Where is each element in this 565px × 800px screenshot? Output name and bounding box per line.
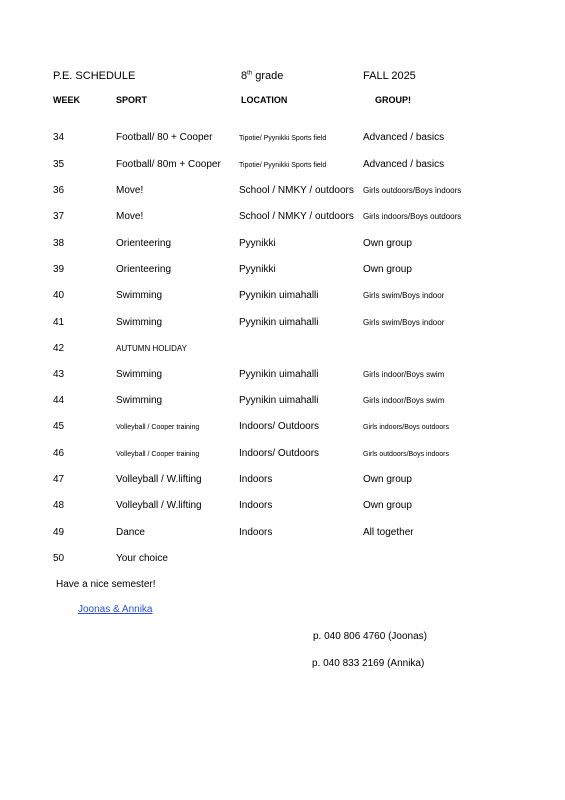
row-location: Indoors: [239, 474, 273, 485]
grade-ordinal: th: [247, 70, 253, 77]
grade-text: grade: [252, 70, 284, 82]
row-location: School / NMKY / outdoors: [239, 211, 354, 222]
row-sport: Swimming: [116, 395, 163, 406]
row-group: Own group: [363, 238, 412, 249]
row-group: Girls outdoors/Boys indoors: [363, 186, 462, 195]
column-header-group: GROUP!: [375, 95, 411, 105]
row-location: Pyynikin uimahalli: [239, 395, 319, 406]
row-location: Indoors: [239, 527, 273, 538]
row-week: 35: [53, 159, 65, 170]
row-group: Advanced / basics: [363, 132, 445, 143]
row-location: Tipotie/ Pyynikki Sports field: [239, 135, 327, 142]
row-group: All together: [363, 527, 414, 538]
closing-message: Have a nice semester!: [56, 579, 156, 590]
row-week: 49: [53, 527, 65, 538]
row-week: 39: [53, 264, 65, 275]
page-title: P.E. SCHEDULE: [53, 70, 136, 82]
row-location: Tipotie/ Pyynikki Sports field: [239, 162, 327, 169]
row-group: Girls swim/Boys indoor: [363, 318, 445, 327]
row-week: 48: [53, 500, 65, 511]
column-header-location: LOCATION: [241, 95, 288, 105]
row-location: Pyynikin uimahalli: [239, 369, 319, 380]
row-location: School / NMKY / outdoors: [239, 185, 354, 196]
grade-number: 8: [241, 70, 248, 82]
row-location: Indoors: [239, 500, 273, 511]
row-week: 50: [53, 553, 65, 564]
row-location: Pyynikin uimahalli: [239, 290, 319, 301]
row-week: 44: [53, 395, 65, 406]
row-sport: Swimming: [116, 290, 163, 301]
row-group: Girls indoors/Boys outdoors: [363, 424, 449, 431]
term-label: FALL 2025: [363, 70, 416, 82]
row-sport: AUTUMN HOLIDAY: [116, 344, 187, 353]
row-week: 47: [53, 474, 65, 485]
row-week: 41: [53, 317, 65, 328]
grade-label: [241, 71, 283, 82]
column-header-sport: SPORT: [116, 95, 148, 105]
row-group: Own group: [363, 264, 412, 275]
row-group: Girls indoor/Boys swim: [363, 396, 445, 405]
row-sport: Volleyball / Cooper training: [116, 451, 200, 458]
row-group: Girls indoors/Boys outdoors: [363, 212, 462, 221]
row-week: 37: [53, 211, 65, 222]
row-group: Girls swim/Boys indoor: [363, 291, 445, 300]
row-sport: Volleyball / W.lifting: [116, 500, 202, 511]
row-week: 42: [53, 343, 65, 354]
row-sport: Swimming: [116, 369, 163, 380]
row-sport: Orienteering: [116, 264, 172, 275]
row-sport: Orienteering: [116, 238, 172, 249]
row-sport: Swimming: [116, 317, 163, 328]
row-week: 45: [53, 421, 65, 432]
row-sport: Football/ 80 + Cooper: [116, 132, 213, 143]
row-sport: Football/ 80m + Cooper: [116, 159, 221, 170]
phone-annika: p. 040 833 2169 (Annika): [312, 658, 425, 669]
row-sport: Move!: [116, 211, 144, 222]
row-group: Own group: [363, 500, 412, 511]
row-group: Own group: [363, 474, 412, 485]
row-location: Pyynikki: [239, 264, 276, 275]
row-location: Indoors/ Outdoors: [239, 421, 320, 432]
row-week: 38: [53, 238, 65, 249]
row-location: Pyynikki: [239, 238, 276, 249]
row-group: Girls indoor/Boys swim: [363, 370, 445, 379]
row-sport: Dance: [116, 527, 145, 538]
row-sport: Move!: [116, 185, 144, 196]
row-sport: Your choice: [116, 553, 168, 564]
row-sport: Volleyball / W.lifting: [116, 474, 202, 485]
row-location: Pyynikin uimahalli: [239, 317, 319, 328]
row-week: 43: [53, 369, 65, 380]
row-sport: Volleyball / Cooper training: [116, 424, 200, 431]
row-week: 36: [53, 185, 65, 196]
row-group: Girls outdoors/Boys indoors: [363, 451, 449, 458]
row-week: 40: [53, 290, 65, 301]
column-header-week: WEEK: [53, 95, 80, 105]
signature-link[interactable]: Joonas & Annika: [78, 604, 153, 615]
row-week: 34: [53, 132, 65, 143]
phone-joonas: p. 040 806 4760 (Joonas): [313, 631, 427, 642]
row-location: Indoors/ Outdoors: [239, 448, 320, 459]
row-group: Advanced / basics: [363, 159, 445, 170]
row-week: 46: [53, 448, 65, 459]
